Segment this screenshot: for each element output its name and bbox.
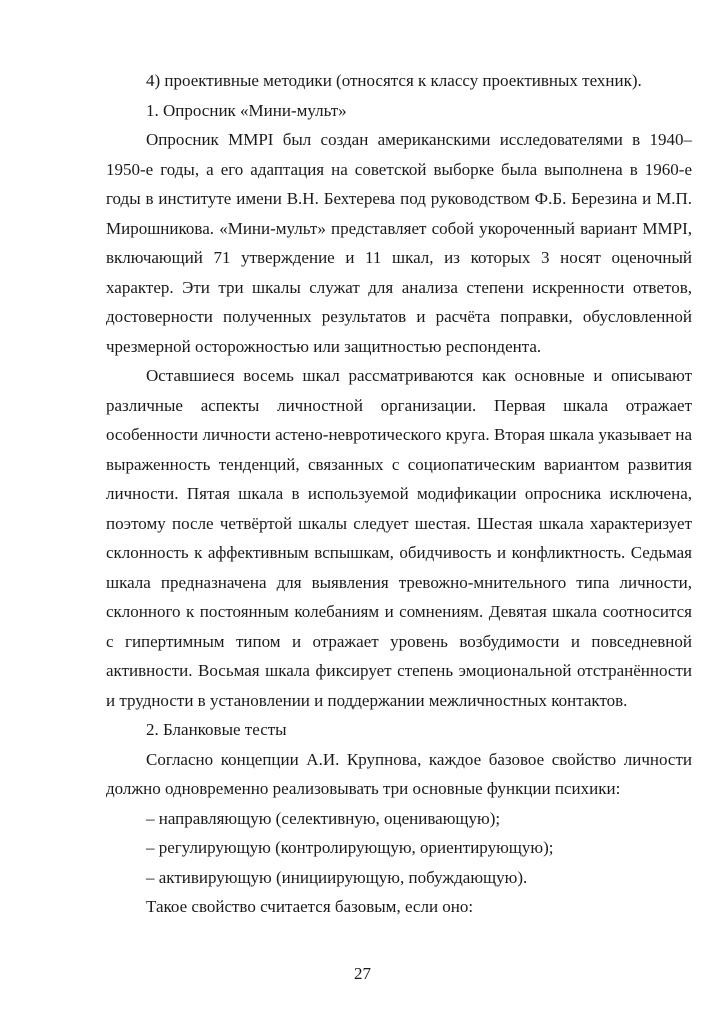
list-item-activating: – активирующую (инициирующую, побуждающую).	[146, 867, 528, 887]
list-item-projective-methods: 4) проективные методики (относятся к классу проективных техник).	[146, 71, 642, 90]
section-heading-blank-tests: 2. Бланковые тесты	[146, 720, 287, 739]
paragraph-basic-property: Такое свойство считается базовым, если оно:	[146, 897, 474, 916]
paragraph-eight-scales: Оставшиеся восемь шкал рассматриваются как основные и описывают различные аспекты личностной организации. Первая шкала отражает особенности личности астено-невротического круга. Вторая шкала указывает на выраженность тенденций, связанных с социопатическим вариантом развития личности. Пятая шкала в используемой модификации опросника исключена, поэтому после четвёртой шкалы следует шестая. Шестая шкала характеризует склонность к аффективным вспышкам, обидчивость и конфликтность. Седьмая шкала предназначена для выявления тревожно-мнительного типа личности, склонного к постоянным колебаниям и сомнениям. Девятая шкала соотносится с гипертимным типом и отражает уровень возбудимости и повседневной активности. Восьмая шкала фиксирует степень эмоциональной отстранённости и трудности в установлении и поддержании межличностных контактов.	[106, 366, 692, 710]
page-number: 27	[354, 964, 371, 983]
paragraph-mmpi-history: Опросник MMPI был создан американскими исследователями в 1940–1950-е годы, а его адаптация на советской выборке была выполнена в 1960-е годы в институте имени В.Н. Бехтерева под руководством Ф.Б. Березина и М.П. Мирошникова. «Мини-мульт» представляет собой укороченный вариант MMPI, включающий 71 утверждение и 11 шкал, из которых 3 носят оценочный характер. Эти три шкалы служат для анализа степени искренности ответов, достоверности полученных результатов и расчёта поправки, обусловленной чрезмерной осторожностью или защитностью респондента.	[106, 130, 692, 356]
list-item-regulating: – регулирующую (контролирующую, ориентирующую);	[146, 838, 554, 857]
document-body	[106, 66, 692, 922]
list-item-directing: – направляющую (селективную, оценивающую);	[146, 808, 501, 828]
paragraph-krupnov-concept: Согласно концепции А.И. Крупнова, каждое базовое свойство личности должно одновременно реализовывать три основные функции психики:	[106, 749, 692, 798]
section-heading-mini-mult: 1. Опросник «Мини-мульт»	[146, 100, 347, 120]
